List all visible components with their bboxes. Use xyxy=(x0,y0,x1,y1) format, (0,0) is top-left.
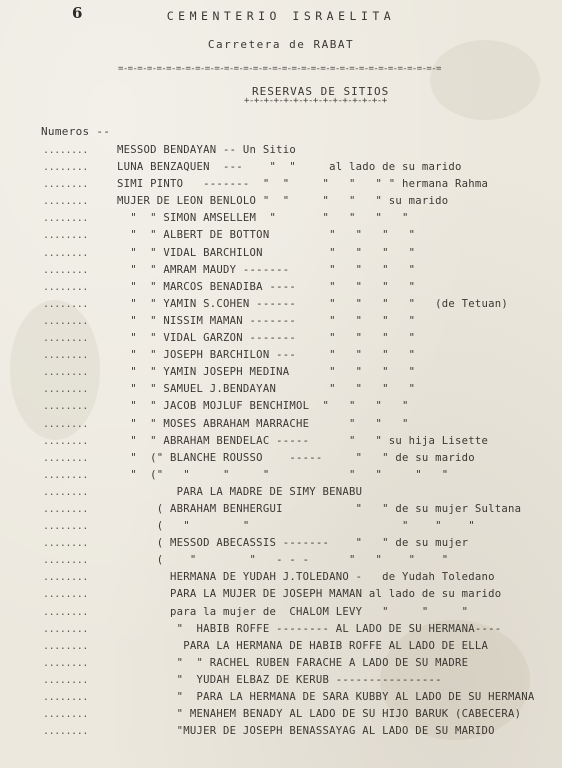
list-item xyxy=(0,364,562,381)
document-title: CEMENTERIO ISRAELITA xyxy=(166,9,396,23)
entry-number-dots: ........ xyxy=(43,538,88,550)
list-item xyxy=(0,159,562,176)
section-underline: +-+-+-+-+-+-+-+-+-+-+-+-+-+-+ xyxy=(244,96,387,106)
entry-number-dots: ........ xyxy=(43,486,88,498)
entry-number-dots: ........ xyxy=(43,333,88,345)
entry-number-dots: ........ xyxy=(43,196,88,208)
entry-text: ( MESSOD ABECASSIS ------- " " de su mujer xyxy=(117,537,469,550)
list-item xyxy=(0,518,562,535)
entry-number-dots: ........ xyxy=(43,709,88,721)
entry-text: " " RACHEL RUBEN FARACHE A LADO DE SU MADRE xyxy=(117,656,469,669)
entry-number-dots: ........ xyxy=(43,145,88,156)
entry-number-dots: ........ xyxy=(43,298,88,310)
entry-number-dots: ........ xyxy=(43,521,88,533)
list-item xyxy=(0,706,562,723)
entry-text: LUNA BENZAQUEN --- " " al lado de su marido xyxy=(117,161,462,174)
entry-number-dots: ........ xyxy=(43,213,88,225)
entry-number-dots: ........ xyxy=(43,589,88,601)
entry-text: " " SAMUEL J.BENDAYAN " " " " xyxy=(117,383,416,396)
list-item xyxy=(0,279,562,296)
list-item xyxy=(0,381,562,398)
section-title: RESERVAS DE SITIOS xyxy=(252,85,390,98)
reservation-list xyxy=(0,142,562,740)
entry-number-dots: ........ xyxy=(43,469,88,481)
entry-number-dots: ........ xyxy=(43,384,88,396)
entry-text: " " MOSES ABRAHAM MARRACHE " " " xyxy=(117,417,409,430)
entry-text: " " AMRAM MAUDY ------- " " " " xyxy=(117,263,416,276)
entry-number-dots: ........ xyxy=(43,247,88,259)
entry-number-dots: ........ xyxy=(43,350,88,362)
entry-number-dots: ........ xyxy=(43,179,88,191)
list-item xyxy=(0,569,562,586)
list-item xyxy=(0,416,562,433)
list-item xyxy=(0,467,562,484)
entry-text: " " YAMIN JOSEPH MEDINA " " " " xyxy=(117,366,416,379)
list-item xyxy=(0,638,562,655)
entry-text: " " MARCOS BENADIBA ---- " " " " xyxy=(117,280,416,293)
entry-number-dots: ........ xyxy=(43,623,88,635)
separator-line: =-=-=-=-=-=-=-=-=-=-=-=-=-=-=-=-=-=-=-=-=-=-=-=-=-=-=-=-=-=-=-=-=-= xyxy=(118,64,441,74)
numeros-label: Numeros -- xyxy=(41,125,111,138)
entry-number-dots: ........ xyxy=(43,367,88,379)
list-item xyxy=(0,433,562,450)
paper-stain xyxy=(430,40,540,120)
entry-number-dots: ........ xyxy=(43,435,88,447)
entry-number-dots: ........ xyxy=(43,606,88,618)
entry-number-dots: ........ xyxy=(43,401,88,413)
list-item xyxy=(0,604,562,621)
entry-number-dots: ........ xyxy=(43,657,88,669)
entry-text: " " YAMIN S.COHEN ------ " " " " (de Tetuan) xyxy=(117,297,509,310)
list-item xyxy=(0,621,562,638)
list-item xyxy=(0,176,562,193)
entry-text: " " JOSEPH BARCHILON --- " " " " xyxy=(117,349,416,362)
entry-number-dots: ........ xyxy=(43,692,88,703)
entry-text: " " SIMON AMSELLEM " " " " " xyxy=(117,212,409,225)
list-item xyxy=(0,313,562,330)
list-item xyxy=(0,245,562,262)
entry-number-dots: ........ xyxy=(43,640,88,652)
entry-text: ( " " " " " xyxy=(117,520,475,533)
list-item xyxy=(0,655,562,672)
document-subtitle: Carretera de RABAT xyxy=(207,38,355,51)
list-item xyxy=(0,398,562,415)
entry-number-dots: ........ xyxy=(43,418,88,430)
entry-text: PARA LA HERMANA DE HABIB ROFFE AL LADO DE ELLA xyxy=(117,639,489,652)
list-item xyxy=(0,262,562,279)
entry-text: HERMANA DE YUDAH J.TOLEDANO - de Yudah Toledano xyxy=(117,571,495,584)
entry-text: " HABIB ROFFE -------- AL LADO DE SU HERMANA---- xyxy=(117,622,502,635)
entry-text: " (" BLANCHE ROUSSO ----- " " de su marido xyxy=(117,451,475,464)
entry-text: SIMI PINTO ------- " " " " " " hermana Rahma xyxy=(117,178,489,191)
entry-text: " " ABRAHAM BENDELAC ----- " " su hija Lisette xyxy=(117,434,489,447)
entry-number-dots: ........ xyxy=(43,503,88,515)
entry-text: " YUDAH ELBAZ DE KERUB ---------------- xyxy=(117,673,442,686)
list-item xyxy=(0,210,562,227)
entry-text: PARA LA MADRE DE SIMY BENABU xyxy=(117,485,363,498)
list-item xyxy=(0,586,562,603)
entry-number-dots: ........ xyxy=(43,452,88,464)
entry-number-dots: ........ xyxy=(43,162,88,174)
list-item xyxy=(0,330,562,347)
page-number: 6 xyxy=(72,4,83,22)
list-item xyxy=(0,672,562,689)
entry-number-dots: ........ xyxy=(43,281,88,293)
entry-number-dots: ........ xyxy=(43,315,88,327)
entry-text: " " VIDAL GARZON ------- " " " " xyxy=(117,332,416,345)
entry-number-dots: ........ xyxy=(43,572,88,584)
entry-number-dots: ........ xyxy=(43,726,88,738)
entry-number-dots: ........ xyxy=(43,674,88,686)
entry-text: MESSOD BENDAYAN -- Un Sitio xyxy=(117,144,296,156)
list-item xyxy=(0,142,562,159)
entry-text: " " NISSIM MAMAN ------- " " " " xyxy=(117,314,416,327)
entry-text: ( ABRAHAM BENHERGUI " " de su mujer Sultana xyxy=(117,502,522,515)
entry-text: " " JACOB MOJLUF BENCHIMOL " " " " xyxy=(117,400,409,413)
entry-text: PARA LA MUJER DE JOSEPH MAMAN al lado de su marido xyxy=(117,588,502,601)
entry-number-dots: ........ xyxy=(43,230,88,242)
list-item xyxy=(0,193,562,210)
entry-text: " PARA LA HERMANA DE SARA KUBBY AL LADO DE SU HERMANA xyxy=(117,691,535,703)
entry-text: "MUJER DE JOSEPH BENASSAYAG AL LADO DE SU MARIDO xyxy=(117,725,495,738)
entry-text: MUJER DE LEON BENLOLO " " " " " su marido xyxy=(117,195,449,208)
list-item xyxy=(0,347,562,364)
entry-text: " " VIDAL BARCHILON " " " " xyxy=(117,246,416,259)
entry-text: ( " " - - - " " " " xyxy=(117,554,449,567)
list-item xyxy=(0,552,562,569)
list-item xyxy=(0,689,562,706)
entry-text: " MENAHEM BENADY AL LADO DE SU HIJO BARUK (CABECERA) xyxy=(117,708,522,721)
entry-text: " " ALBERT DE BOTTON " " " " xyxy=(117,229,416,242)
entry-text: para la mujer de CHALOM LEVY " " " xyxy=(117,605,469,618)
entry-number-dots: ........ xyxy=(43,555,88,567)
list-item xyxy=(0,535,562,552)
list-item xyxy=(0,484,562,501)
entry-number-dots: ........ xyxy=(43,264,88,276)
list-item xyxy=(0,723,562,740)
list-item xyxy=(0,227,562,244)
list-item xyxy=(0,296,562,313)
list-item xyxy=(0,450,562,467)
list-item xyxy=(0,501,562,518)
entry-text: " (" " " " " " " " xyxy=(117,468,449,481)
